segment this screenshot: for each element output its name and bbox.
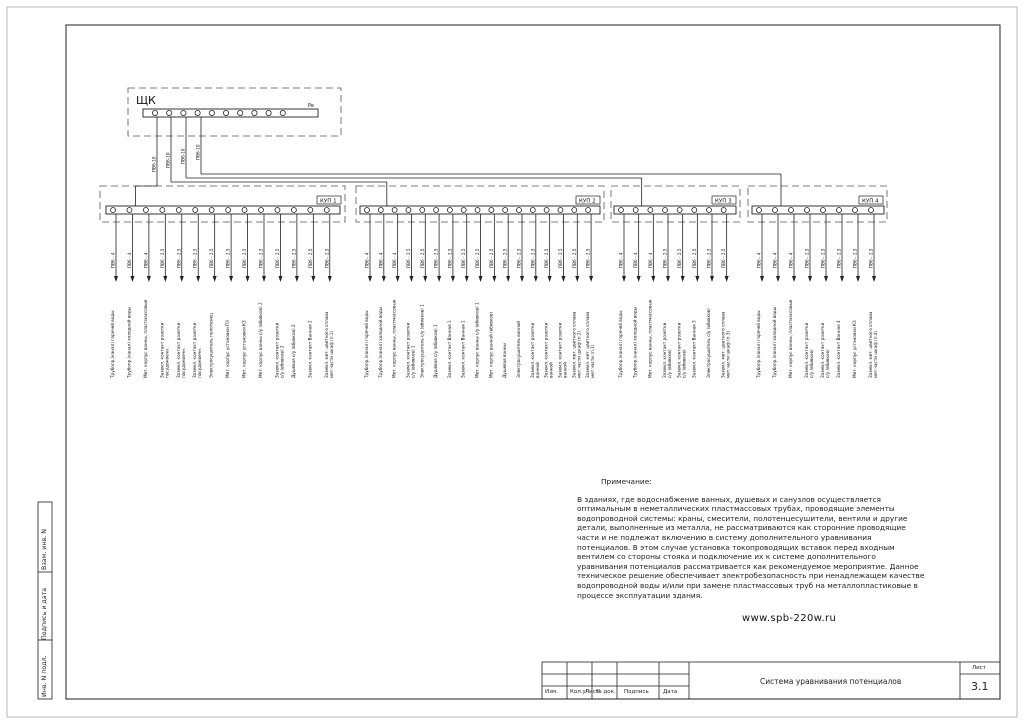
conductor-description: Электросушитель с/у (вбивков): [706, 308, 711, 378]
box-terminal: [757, 208, 762, 213]
conductor-arrow: [695, 276, 699, 282]
conductor-description: Заземл. мет. цветного сплава: [720, 311, 726, 378]
conductor-wire-label: ПВ6 - 4: [126, 252, 132, 268]
box-terminal: [160, 208, 165, 213]
box-terminal: [663, 208, 668, 213]
conductor-wire-label: ПВ6 - 4: [378, 252, 384, 268]
conductor-wire-label: ПВ6 - 2,5: [836, 248, 842, 268]
box-terminal: [324, 208, 329, 213]
conductor-description: Заземл. мет. цветного сплава: [868, 311, 873, 378]
note-body: В зданиях, где водоснабжение ванных, душевых и санузлов осуществляется оптимальным в неметаллических пластмассовых трубах, проводящие элементы водопроводной системы: краны, смесители, полотенцесушители, вентили и другие детали, выполненные из металла, не рассматриваются как сторонние проводящие части и не подлежат включению в систему дополнительного уравнивания потенциалов. В этом случае установка токопроводящих вставок перед входным вентилем со стороны стояка и подключение их к системе дополнительного уравнивания потенциалов рассматривается как рекомендуемое мероприятие. Данное техническое решение обеспечивает электробезопасность при ненадлежащем качестве водопроводной воды и/или при замене пластмассовых труб на металлопластиковые в процессе эксплуатации здания.: [577, 494, 925, 600]
side-stamp-replace-label: Взам. инв. N: [41, 529, 48, 570]
conductor-wire-label: ПВ6 - 2,5: [242, 248, 248, 268]
panel-terminal: [238, 110, 243, 115]
box-terminal: [558, 208, 563, 213]
box-kup-3-busbar: [614, 206, 736, 214]
conductor-description: Трубопр.(канал) горячей воды: [364, 310, 369, 378]
panel-terminal: [181, 110, 186, 115]
conductor-arrow: [872, 276, 876, 282]
conductor-description: Заземл. контакт розетки: [676, 322, 682, 378]
box-kup-1-label: КУП 1: [320, 198, 337, 205]
conductor-description: Заземл. контакт Ванная 1: [460, 320, 466, 378]
box-terminal: [869, 208, 874, 213]
conductor-wire-label: ПВ6 - 2,5: [447, 248, 453, 268]
box-terminal: [773, 208, 778, 213]
panel-terminal: [280, 110, 285, 115]
conductor-description: Мет. корпус ванны с/у (вбивков) 2: [258, 302, 263, 378]
conductor-wire-label: ПВ6 - 2,5: [706, 248, 712, 268]
conductor-arrow: [575, 276, 579, 282]
conductor-arrow: [824, 276, 828, 282]
conductor-description: Мет. корпус ванной (вбивков): [488, 311, 494, 378]
box-terminal: [586, 208, 591, 213]
conductor-description: Заземл. контакт розетки: [820, 322, 825, 378]
conductor-arrow: [561, 276, 565, 282]
conductor-arrow: [792, 276, 796, 282]
conductor-wire-label: ПВ6 - 2,5: [225, 248, 231, 268]
website-link[interactable]: www.spb-220w.ru: [742, 613, 837, 624]
conductor-description: с/у (вбивков) 2: [279, 345, 285, 378]
conductor-description: Мет. корпус ванны с/у (вбивков) 1: [474, 302, 480, 378]
box-terminal: [489, 208, 494, 213]
conductor-arrow: [147, 276, 151, 282]
conductor-wire-label: ПВ6 - 2,5: [307, 248, 313, 268]
note-title: Примечание:: [601, 477, 652, 486]
conductor-description: посудомоечн.: [197, 347, 203, 378]
conductor-description: посудомоечн.: [180, 347, 186, 378]
conductor-description: Трубопр.(канал) холодной воды: [377, 307, 383, 378]
conductor-description: мет.части шкаф (п.4): [873, 330, 878, 378]
panel-terminal: [167, 110, 172, 115]
tb-col-doc: № док.: [596, 689, 616, 695]
conductor-wire-label: ПВ6 - 4: [618, 252, 624, 268]
conductor-description: с/у (вбивков): [667, 349, 672, 378]
conductor-arrow: [622, 276, 626, 282]
side-stamp-sign-label: Подпись и дата: [41, 587, 48, 640]
panel-terminal: [266, 110, 271, 115]
box-terminal: [530, 208, 535, 213]
side-stamp-inv-label: Инв. N подл.: [41, 655, 48, 697]
conductor-arrow: [637, 276, 641, 282]
conductor-arrow: [262, 276, 266, 282]
tb-sheet-number: 3.1: [971, 680, 989, 693]
box-terminal: [447, 208, 452, 213]
conductor-description: Заземл. контакт Ванная 3: [691, 320, 697, 378]
conductor-description: ванной: [562, 362, 568, 378]
box-kup-4-label: КУП 4: [862, 198, 879, 205]
conductor-description: Мет. корпус ванны, пластмассовые: [647, 299, 653, 378]
conductor-description: Трубопр.(канал) холодной воды: [632, 307, 638, 378]
conductor-description: с/у (вбивков): [809, 349, 814, 378]
conductor-wire-label: ПВ6 - 2,5: [557, 248, 563, 268]
conductor-wire-label: ПВ6 - 4: [110, 252, 116, 268]
tb-col-izm: Изм.: [545, 689, 558, 695]
conductor-description: Заземл. контакт Ванная 2: [307, 320, 313, 378]
tb-sheet-label: Лист: [972, 665, 986, 671]
conductor-arrow: [725, 276, 729, 282]
conductor-arrow: [710, 276, 714, 282]
box-terminal: [143, 208, 148, 213]
note-block: [577, 477, 927, 600]
conductor-arrow: [589, 276, 593, 282]
conductor-wire-label: ПВ6 - 2,5: [516, 248, 522, 268]
conductor-description: Мет. корпус ванны, пластмассовые: [142, 299, 148, 378]
box-terminal: [365, 208, 370, 213]
conductor-wire-label: ПВ6 - 4: [633, 252, 639, 268]
panel-shk-label: ЩК: [136, 94, 156, 107]
box-terminal: [572, 208, 577, 213]
box-terminal: [475, 208, 480, 213]
conductor-wire-label: ПВ6 - 2,5: [721, 248, 727, 268]
conductor-description: ванной: [548, 362, 554, 378]
conductor-description: Мет. корпус ванны, пластмассовые: [391, 299, 397, 378]
conductor-description: Трубопр.(канал) горячей воды: [618, 310, 623, 378]
box-terminal: [821, 208, 826, 213]
conductor-description: Заземл. контакт розетки: [175, 322, 181, 378]
box-terminal: [111, 208, 116, 213]
conductor-wire-label: ПВ6 - 2,5: [258, 248, 264, 268]
conductor-arrow: [409, 276, 413, 282]
box-terminal: [707, 208, 712, 213]
conductor-description: Душевая с/у (вбивков) 2: [290, 324, 296, 378]
box-terminal: [721, 208, 726, 213]
feeder-label: ПВ6-10: [151, 156, 157, 172]
box-kup-3-label: КУП 3: [715, 198, 732, 205]
conductor-wire-label: ПВ6 - 4: [143, 252, 149, 268]
conductor-arrow: [396, 276, 400, 282]
box-kup-1-enclosure: [100, 186, 345, 222]
box-terminal: [434, 208, 439, 213]
box-terminal: [677, 208, 682, 213]
panel-terminal: [209, 110, 214, 115]
box-terminal: [837, 208, 842, 213]
conductor-description: Заземл. контакт розетки: [274, 322, 280, 378]
panel-pe-label: Pe: [308, 103, 314, 109]
conductor-wire-label: ПВ6 - 2,5: [852, 248, 858, 268]
conductor-description: Трубопр.(канал) холодной воды: [126, 307, 132, 378]
box-kup-2-label: КУП 2: [579, 198, 596, 205]
box-terminal: [692, 208, 697, 213]
feeder-label: ПВ6-10: [180, 148, 186, 164]
conductor-description: Заземл. контакт Ванная 4: [836, 320, 841, 378]
conductor-description: Заземл. контакт розетки: [804, 322, 809, 378]
tb-col-list: Лист: [585, 689, 599, 695]
box-terminal: [461, 208, 466, 213]
conductor-description: с/у (вбивков): [681, 349, 687, 378]
conductor-arrow: [856, 276, 860, 282]
feeder-label: ПВ6-10: [195, 144, 201, 160]
conductor-arrow: [534, 276, 538, 282]
conductor-description: Заземл. мет. цветного сплава: [585, 311, 591, 378]
box-terminal: [242, 208, 247, 213]
panel-terminal: [195, 110, 200, 115]
conductor-arrow: [278, 276, 282, 282]
conductor-wire-label: ПВ6 - 2,5: [324, 248, 330, 268]
conductor-arrow: [437, 276, 441, 282]
conductor-wire-label: ПВ6 - 2,5: [502, 248, 508, 268]
conductor-description: Трубопр.(канал) горячей воды: [756, 310, 761, 378]
conductor-description: мет.части шкаф (п.3): [725, 330, 731, 378]
conductor-description: Заземл. контакт розетки: [405, 322, 411, 378]
conductor-description: Заземл. контакт розетки: [662, 322, 667, 378]
conductor-wire-label: ПВ6 - 2,5: [868, 248, 874, 268]
conductor-arrow: [808, 276, 812, 282]
tb-title: Система уравнивания потенциалов: [760, 677, 902, 686]
conductor-arrow: [506, 276, 510, 282]
conductor-arrow: [130, 276, 134, 282]
box-terminal: [789, 208, 794, 213]
conductor-arrow: [328, 276, 332, 282]
box-terminal: [392, 208, 397, 213]
conductor-description: посудомоечн.: [164, 347, 170, 378]
conductor-wire-label: ПВ6 - 2,5: [820, 248, 826, 268]
conductor-wire-label: ПВ6 - 2,5: [159, 248, 165, 268]
conductor-description: Мет. корпус установки КЗ: [241, 320, 247, 378]
conductor-arrow: [295, 276, 299, 282]
conductor-wire-label: ПВ6 - 2,5: [544, 248, 550, 268]
box-terminal: [420, 208, 425, 213]
conductor-description: Заземл. контакт розетки: [192, 322, 198, 378]
conductor-wire-label: ПВ6 - 4: [772, 252, 778, 268]
conductor-arrow: [760, 276, 764, 282]
conductor-description: с/у (вбивков): [825, 349, 830, 378]
conductor-arrow: [368, 276, 372, 282]
feeder-label: ПВ6-10: [165, 152, 171, 168]
conductor-arrow: [423, 276, 427, 282]
conductor-wire-label: ПВ6 - 2,5: [405, 248, 411, 268]
conductor-wire-label: ПВ6 - 2,5: [419, 248, 425, 268]
conductor-description: Трубопр.(канал) горячей воды: [110, 310, 115, 378]
conductor-wire-label: ПВ6 - 4: [788, 252, 794, 268]
conductor-description: Трубопр.(канал) холодной воды: [772, 307, 777, 378]
conductor-arrow: [229, 276, 233, 282]
conductor-arrow: [180, 276, 184, 282]
conductor-wire-label: ПВ6 - 4: [364, 252, 370, 268]
box-kup-2-enclosure: [356, 186, 604, 222]
conductor-description: ванной: [534, 362, 540, 378]
conductor-wire-label: ПВ6 - 2,5: [804, 248, 810, 268]
panel-terminal: [152, 110, 157, 115]
box-terminal: [406, 208, 411, 213]
conductor-arrow: [196, 276, 200, 282]
conductor-description: Заземл. мет. цветного сплава: [323, 311, 329, 378]
conductor-description: Мет. корпус ванны, пластмассовые: [788, 299, 793, 378]
conductor-arrow: [213, 276, 217, 282]
box-terminal: [308, 208, 313, 213]
conductor-wire-label: ПВ6 - 4: [392, 252, 398, 268]
conductor-wire-label: ПВ6 - 2,5: [176, 248, 182, 268]
potential-equalization-diagram: [100, 88, 887, 379]
conductor-arrow: [840, 276, 844, 282]
box-terminal: [503, 208, 508, 213]
conductor-wire-label: ПВ6 - 2,5: [691, 248, 697, 268]
conductor-arrow: [492, 276, 496, 282]
conductor-wire-label: ПВ6 - 2,5: [662, 248, 668, 268]
conductor-arrow: [465, 276, 469, 282]
box-terminal: [259, 208, 264, 213]
conductor-description: Заземл. контакт розетки: [529, 322, 535, 378]
conductor-arrow: [114, 276, 118, 282]
conductor-description: Заземл. контакт розетки: [557, 322, 563, 378]
conductor-description: Мет. корпус установки ПЗ: [225, 320, 231, 378]
conductor-wire-label: ПВ6 - 2,5: [677, 248, 683, 268]
box-terminal: [544, 208, 549, 213]
conductor-description: мет.части шкаф (п.2): [576, 330, 582, 378]
conductor-description: Душевая с/у (вбивков) 1: [433, 324, 439, 378]
conductor-arrow: [776, 276, 780, 282]
conductor-arrow: [479, 276, 483, 282]
conductor-description: Заземл. контакт розетки: [159, 322, 165, 378]
conductor-wire-label: ПВ6 - 2,5: [530, 248, 536, 268]
conductor-description: Душевая ванны: [502, 343, 508, 378]
conductor-arrow: [681, 276, 685, 282]
box-terminal: [127, 208, 132, 213]
box-terminal: [853, 208, 858, 213]
conductor-wire-label: ПВ6 - 2,5: [475, 248, 481, 268]
panel-terminal: [223, 110, 228, 115]
conductor-wire-label: ПВ6 - 4: [756, 252, 762, 268]
conductor-arrow: [666, 276, 670, 282]
conductor-description: Электросушитель ванной: [516, 321, 521, 378]
box-terminal: [193, 208, 198, 213]
conductor-arrow: [520, 276, 524, 282]
conductor-description: Электросушитель полотенец: [208, 313, 214, 378]
conductor-wire-label: ПВ6 - 4: [647, 252, 653, 268]
panel-terminal: [252, 110, 257, 115]
conductor-arrow: [163, 276, 167, 282]
box-terminal: [275, 208, 280, 213]
conductor-description: Заземл. контакт розетки: [543, 322, 549, 378]
box-kup-1-busbar: [106, 206, 340, 214]
tb-col-date: Дата: [663, 689, 678, 695]
conductor-arrow: [451, 276, 455, 282]
box-terminal: [176, 208, 181, 213]
tb-col-kol: Кол.уч: [570, 689, 590, 695]
conductor-description: мет.части (п.1): [590, 344, 596, 378]
box-terminal: [648, 208, 653, 213]
panel-shk-enclosure: [128, 88, 341, 136]
conductor-description: Заземл. контакт Ванная 1: [446, 320, 452, 378]
box-terminal: [291, 208, 296, 213]
conductor-description: Заземл. мет. цветного сплава: [571, 311, 577, 378]
conductor-arrow: [311, 276, 315, 282]
conductor-description: Мет. корпус установки КЗ: [852, 320, 857, 378]
conductor-wire-label: ПВ6 - 2,5: [291, 248, 297, 268]
conductor-wire-label: ПВ6 - 2,5: [571, 248, 577, 268]
conductor-arrow: [651, 276, 655, 282]
conductor-description: мет.части шкаф (п.1): [328, 330, 334, 378]
box-terminal: [209, 208, 214, 213]
conductor-wire-label: ПВ6 - 2,5: [461, 248, 467, 268]
box-terminal: [226, 208, 231, 213]
conductor-wire-label: ПВ6 - 2,5: [488, 248, 494, 268]
conductor-description: с/у (вбивков) 1: [410, 345, 416, 378]
box-terminal: [805, 208, 810, 213]
box-terminal: [378, 208, 383, 213]
conductor-arrow: [382, 276, 386, 282]
box-kup-4-busbar: [752, 206, 884, 214]
conductor-wire-label: ПВ6 - 2,5: [433, 248, 439, 268]
box-terminal: [517, 208, 522, 213]
conductor-wire-label: ПВ6 - 2,5: [585, 248, 591, 268]
conductor-wire-label: ПВ6 - 2,5: [274, 248, 280, 268]
conductor-arrow: [246, 276, 250, 282]
box-terminal: [619, 208, 624, 213]
conductor-description: Электросушитель с/у (вбивков) 1: [419, 304, 425, 378]
box-terminal: [633, 208, 638, 213]
conductor-wire-label: ПВ6 - 2,5: [209, 248, 215, 268]
conductor-arrow: [548, 276, 552, 282]
conductor-wire-label: ПВ6 - 2,5: [192, 248, 198, 268]
tb-col-sign: Подпись: [624, 689, 649, 695]
